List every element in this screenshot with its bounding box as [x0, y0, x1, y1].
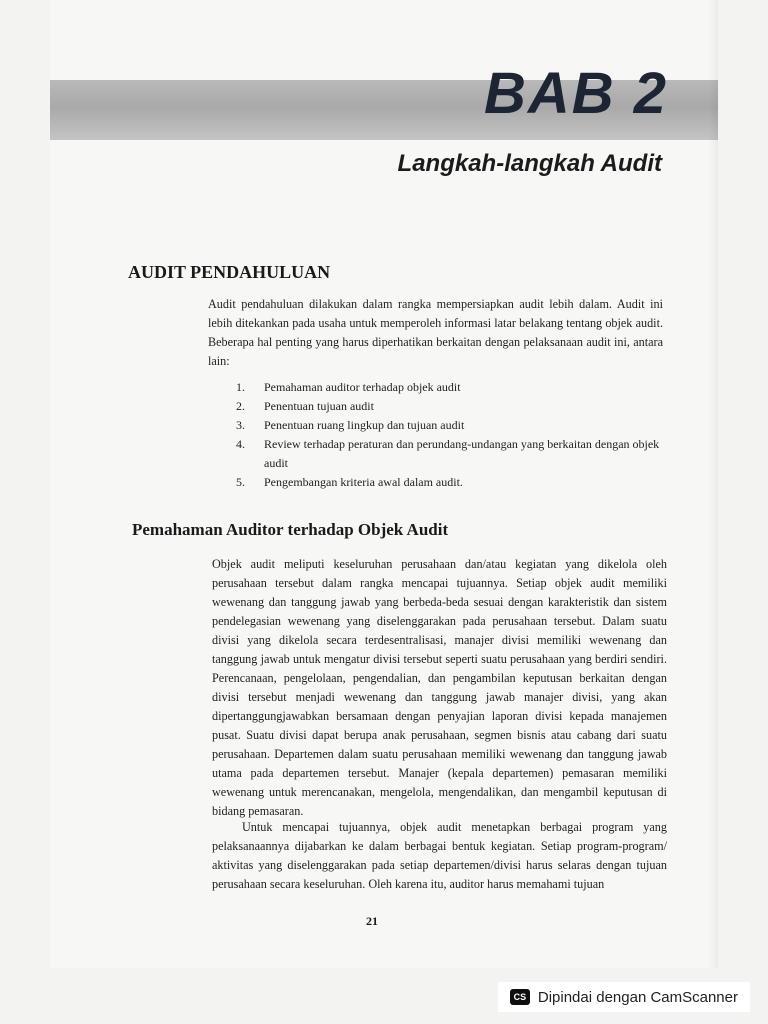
- list-item: [236, 435, 666, 473]
- list-item-text: Pemahaman auditor terhadap objek audit: [264, 380, 461, 394]
- intro-paragraph: Audit pendahuluan dilakukan dalam rangka mempersiapkan audit lebih dalam. Audit ini lebih ditekankan pada usaha untuk memperoleh informasi latar belakang tentang objek audit. Beberapa hal penting yang harus diperhatikan berkaitan dengan pelaksanaan audit ini, antara lain:: [208, 297, 663, 368]
- watermark-text: Dipindai dengan CamScanner: [537, 988, 738, 1006]
- list-item-text: Pengembangan kriteria awal dalam audit.: [264, 475, 463, 489]
- section-heading-audit-pendahuluan: AUDIT PENDAHULUAN: [128, 262, 331, 282]
- list-item: [236, 378, 666, 397]
- chapter-number: BAB 2: [483, 61, 668, 126]
- list-item-number: 3.: [236, 418, 245, 432]
- list-item-number: 5.: [236, 475, 245, 489]
- section-heading-pemahaman-auditor: Pemahaman Auditor terhadap Objek Audit: [132, 520, 449, 539]
- list-item-number: 4.: [236, 437, 245, 451]
- list-item-text: Review terhadap peraturan dan perundang-undangan yang berkaitan dengan objek audit: [264, 437, 660, 470]
- camscanner-logo-icon: CS: [510, 989, 530, 1005]
- list-item: [236, 416, 666, 435]
- list-item: [236, 397, 666, 416]
- list-item-number: 2.: [236, 399, 245, 413]
- audit-steps-list: [236, 378, 666, 492]
- camscanner-watermark: [498, 982, 750, 1012]
- list-item-number: 1.: [236, 380, 245, 394]
- book-page: [50, 0, 718, 968]
- list-item-text: Penentuan ruang lingkup dan tujuan audit: [264, 418, 465, 432]
- page-edge-shadow: [708, 0, 718, 968]
- chapter-title: Langkah-langkah Audit: [397, 150, 662, 177]
- page-number: 21: [366, 914, 378, 928]
- list-item: [236, 473, 666, 492]
- list-item-text: Penentuan tujuan audit: [264, 399, 374, 413]
- body-paragraph-2: Untuk mencapai tujuannya, objek audit menetapkan berbagai program yang pelaksanaannya dijabarkan ke dalam berbagai bentuk kegiatan. Setiap program-program/ aktivitas yang diselenggarakan pada setiap departemen/divisi harus selaras dengan tujuan perusahaan secara keseluruhan. Oleh karena itu, auditor harus memahami tujuan: [212, 820, 667, 891]
- body-paragraph-1: Objek audit meliputi keseluruhan perusahaan dan/atau kegiatan yang dikelola oleh perusahaan tersebut dalam rangka mencapai tujuannya. Setiap objek audit memiliki wewenang dan tanggung jawab yang berbeda-beda sesuai dengan karakteristik dan sistem pendelegasian wewenang yang diselenggarakan pada perusahaan tersebut. Dalam suatu divisi yang dikelola secara terdesentralisasi, manajer divisi memiliki wewenang dan tanggung jawab untuk mengatur divisi tersebut seperti suatu perusahaan yang berdiri sendiri. Perencanaan, pengelolaan, pengendalian, dan pengambilan keputusan berkaitan dengan divisi tersebut menjadi wewenang dan tanggung jawab manajer divisi, yang akan dipertanggungjawabkan bersamaan dengan penyajian laporan divisi kepada manajemen pusat. Suatu divisi dapat berupa anak perusahaan, segmen bisnis atau cabang dari suatu perusahaan. Departemen dalam suatu perusahaan memiliki wewenang dan tanggung jawab utama pada departemen tersebut. Manajer (kepala departemen) pemasaran memiliki wewenang untuk merencanakan, mengelola, mengendalikan, dan mengambil keputusan di bidang pemasaran.: [212, 557, 667, 818]
